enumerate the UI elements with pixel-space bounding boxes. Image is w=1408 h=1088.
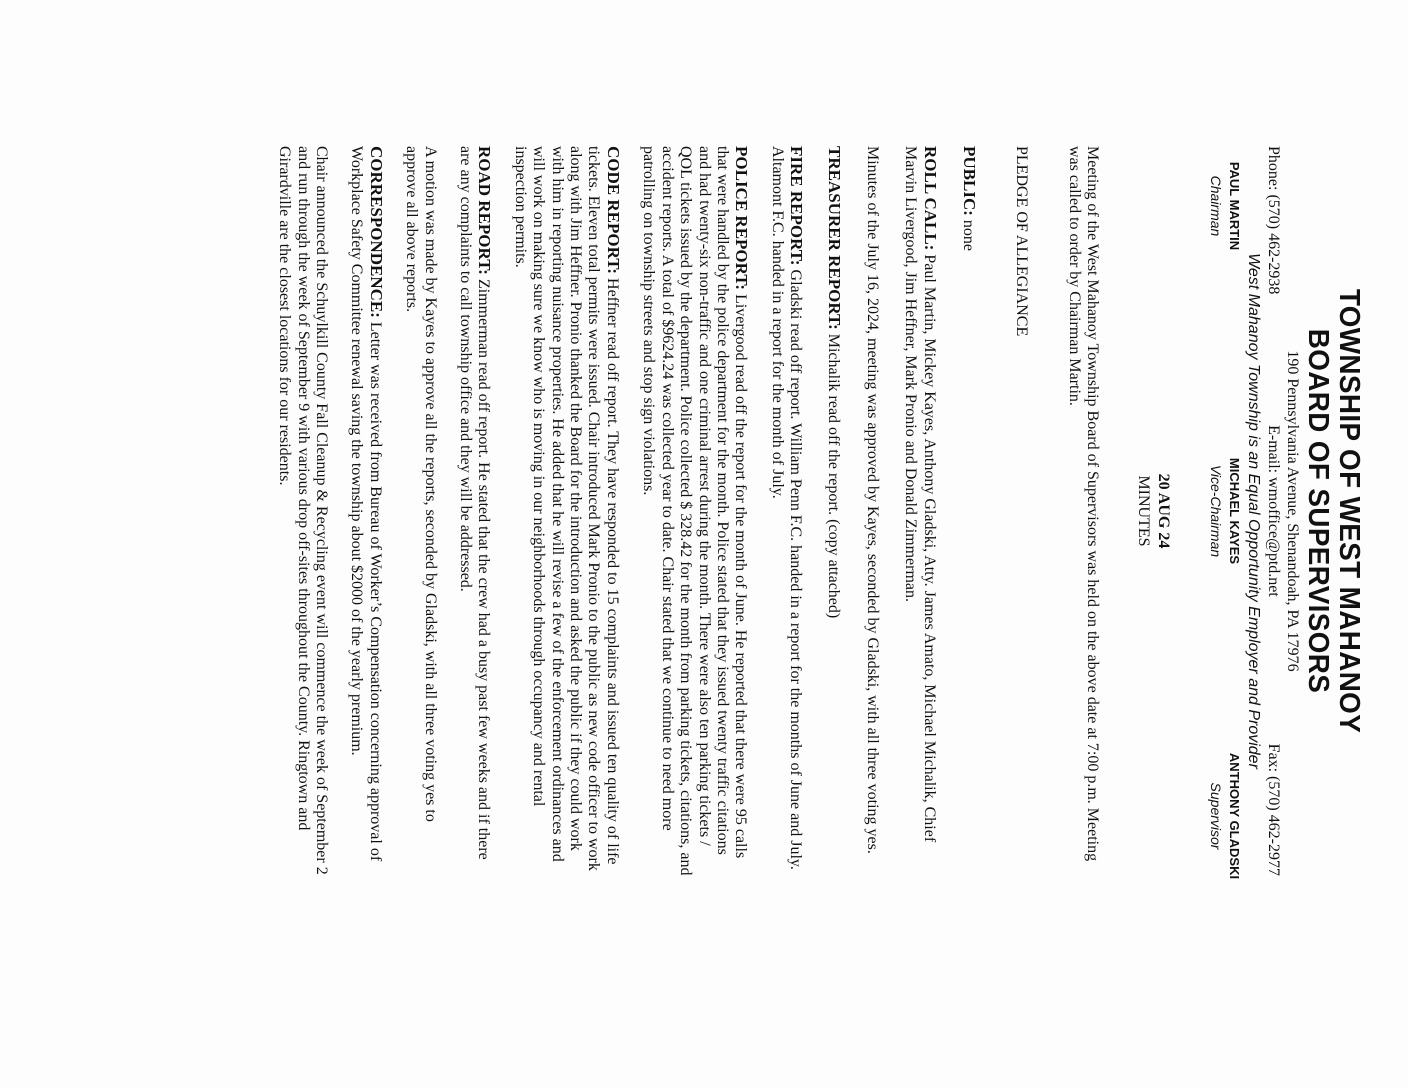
road-label: ROAD REPORT:: [475, 146, 495, 275]
officer-title: Supervisor: [1208, 782, 1224, 850]
roll-call-section: [901, 146, 939, 876]
code-label: CODE REPORT:: [603, 146, 623, 275]
road-section: [456, 146, 494, 876]
public-text: none: [960, 215, 978, 252]
opening-paragraph: Meeting of the West Mahanoy Township Board of Supervisors was held on the above date at 7:00 p.m. Meeting was called to order by Chairman Martin.: [1065, 146, 1101, 862]
equal-opportunity-statement: West Mahanoy Township is an Equal Opportunity Employer and Provider: [1245, 253, 1262, 769]
officer-title: Vice-Chairman: [1208, 464, 1224, 558]
correspondence-text: Letter was received from Bureau of Worker’s Compensation concerning approval of Workplace Safety Committee renewal saving the township about $2000 of the yearly premium.: [348, 146, 384, 862]
pledge-of-allegiance: PLEDGE OF ALLEGIANCE: [1013, 146, 1031, 337]
correspondence-section: [347, 146, 385, 876]
phone-number: Phone: (570) 462-2938: [1265, 146, 1282, 295]
township-address: 190 Pennsylvania Avenue, Shenandoah, PA 17976: [1284, 350, 1301, 672]
fire-label: FIRE REPORT:: [787, 146, 807, 266]
letterhead: [1201, 146, 1408, 880]
road-text: Zimmerman read off report. He stated that the crew had a busy past few weeks and if there are any complaints to call township office and they will be addressed.: [457, 146, 493, 860]
minutes-page: [0, 16, 1408, 1072]
officers-row: [1201, 146, 1243, 880]
officer-supervisor: [1207, 716, 1243, 916]
code-section: [510, 146, 621, 876]
cleanup-announcement: Chair announced the Schuylkill County Fall Cleanup & Recycling event will commence the week of September 2 and run through the week of September 9 with various drop off-sites throughout the County. Ringtown and Girardville are the closest locations for our residents.: [276, 146, 331, 875]
treasurer-section: [823, 146, 842, 876]
correspondence-label: CORRESPONDENCE:: [366, 146, 386, 318]
police-label: POLICE REPORT:: [732, 146, 752, 291]
public-section: [959, 146, 978, 876]
township-name: TOWNSHIP OF WEST MAHANOY: [1333, 288, 1365, 734]
officer-name: ANTHONY GLADSKI: [1227, 752, 1242, 880]
email-address: E-mail: wmoffice@ptd.net: [1265, 425, 1282, 597]
meeting-date: 20 AUG 24: [1155, 473, 1172, 549]
roll-call-label: ROLL CALL:: [920, 146, 940, 251]
police-text: Livergood read off the report for the month of June. He reported that there were 95 calls that were handled by the police department for the month. Police stated that they issued twenty traffic citations and had twenty-six non-traffic and one criminal arrest during the month. There were also ten parking tickets / QOL tickets issued by the department. Police collected $ 328.42 for the month from parking tickets, citations, and accident reports. A total of $9624.24 was collected year to date. Chair stated that we continue to need more patrolling on township streets and stop sign violations.: [640, 146, 750, 876]
officer-chairman: [1207, 106, 1243, 306]
contact-line: [1263, 146, 1283, 876]
police-section: [639, 146, 750, 876]
fire-text: Gladski read off report. William Penn F.C. handed in a report for the months of June and July. Altamont F.C. handed in a report for the month of July.: [768, 146, 805, 870]
roll-call-text: Paul Martin, Mickey Kayes, Anthony Gladski, Atty. James Amato, Michael Michalik, Chief Marvin Livergood, Jim Heffner, Mark Pronio and Donald Zimmerman.: [902, 146, 938, 843]
document-heading: MINUTES: [1135, 475, 1152, 547]
fire-section: [767, 146, 805, 876]
board-name: BOARD OF SUPERVISORS: [1302, 328, 1334, 694]
page-content: [275, 146, 1408, 880]
code-text: Heffner read off report. They have responded to 15 complaints and issued ten quality of life tickets. Eleven total permits were issued. Chair introduced Mark Pronio to the public as new code officer to work along with Jim Heffner. Pronio thanked the Board for the introduction and asked the public if they could work with him in reporting nuisance properties. He added that he will revise a few of the enforcement ordinances and will work on making sure we know who is moving in our neighborhoods through occupancy and rental inspection permits.: [511, 146, 621, 871]
officer-name: MICHAEL KAYES: [1227, 457, 1242, 565]
treasurer-label: TREASURER REPORT:: [824, 146, 844, 330]
officer-title: Chairman: [1208, 175, 1224, 237]
officer-name: PAUL MARTIN: [1227, 161, 1242, 251]
motion-paragraph: A motion was made by Kayes to approve all the reports, seconded by Gladski, with all three voting yes to approve all above reports.: [403, 146, 439, 822]
officer-vice-chairman: [1207, 411, 1243, 611]
fax-number: Fax: (570) 462-2977: [1265, 743, 1282, 876]
treasurer-text: Michalik read off the report. (copy attached): [824, 329, 842, 619]
public-label: PUBLIC:: [960, 146, 980, 216]
minutes-approval: Minutes of the July 16, 2024, meeting was approved by Kayes, seconded by Gladski, with all three voting yes.: [863, 146, 881, 854]
